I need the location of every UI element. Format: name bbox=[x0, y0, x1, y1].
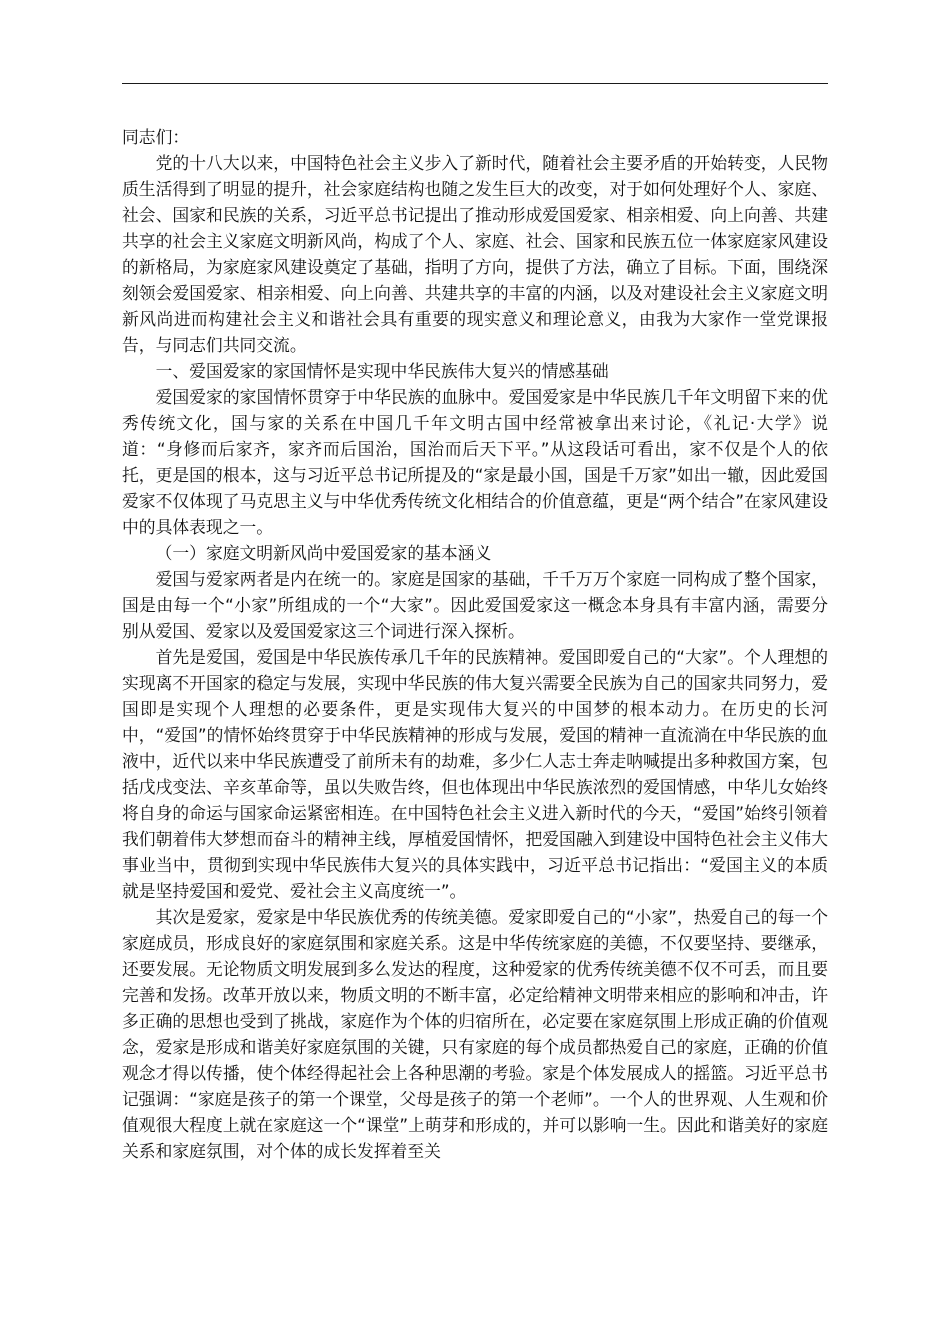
header-rule bbox=[122, 83, 828, 84]
paragraph-subsection-1: 爱国与爱家两者是内在统一的。家庭是国家的基础，千千万万个家庭一同构成了整个国家，国是由每一个“小家”所组成的一个“大家”。因此爱国爱家这一概念本身具有丰富内涵，需要分别从爱国、爱家以及爱国爱家这三个词进行深入探析。 bbox=[122, 569, 828, 641]
paragraph-love-family: 其次是爱家，爱家是中华民族优秀的传统美德。爱家即爱自己的“小家”，热爱自己的每一个家庭成员，形成良好的家庭氛围和家庭关系。这是中华传统家庭的美德，不仅要坚持、要继承，还要发展。无论物质文明发展到多么发达的程度，这种爱家的优秀传统美德不仅不可丢，而且要完善和发扬。改革开放以来，物质文明的不断丰富，必定给精神文明带来相应的影响和冲击，许多正确的思想也受到了挑战，家庭作为个体的归宿所在，必定要在家庭氛围上形成正确的价值观念，爱家是形成和谐美好家庭氛围的关键，只有家庭的每个成员都热爱自己的家庭，正确的价值观念才得以传播，使个体经得起社会上各种思潮的考验。家是个体发展成人的摇篮。习近平总书记强调：“家庭是孩子的第一个课堂，父母是孩子的第一个老师”。一个人的世界观、人生观和价值观很大程度上就在家庭这一个“课堂”上萌芽和形成的，并可以影响一生。因此和谐美好的家庭关系和家庭氛围，对个体的成长发挥着至关 bbox=[122, 907, 828, 1161]
subsection-heading-1: （一）家庭文明新风尚中爱国爱家的基本涵义 bbox=[155, 543, 492, 563]
paragraph-love-country: 首先是爱国，爱国是中华民族传承几千年的民族精神。爱国即爱自己的“大家”。个人理想的实现离不开国家的稳定与发展，实现中华民族的伟大复兴需要全民族为自己的国家共同努力，爱国即是实现个人理想的必要条件，更是实现伟大复兴的中国梦的根本动力。在历史的长河中，“爱国”的情怀始终贯穿于中华民族精神的形成与发展，爱国的精神一直流淌在中华民族的血液中，近代以来中华民族遭受了前所未有的劫难，多少仁人志士奔走呐喊提出多种救国方案，包括戊戌变法、辛亥革命等，虽以失败告终，但也体现出中华民族浓烈的爱国情感，中华儿女始终将自身的命运与国家命运紧密相连。在中国特色社会主义进入新时代的今天，“爱国”始终引领着我们朝着伟大梦想而奋斗的精神主线，厚植爱国情怀，把爱国融入到建设中国特色社会主义伟大事业当中，贯彻到实现中华民族伟大复兴的具体实践中，习近平总书记指出：“爱国主义的本质就是坚持爱国和爱党、爱社会主义高度统一”。 bbox=[122, 647, 828, 901]
salutation: 同志们： bbox=[122, 127, 190, 147]
document-body bbox=[122, 124, 828, 1164]
paragraph-section-1: 爱国爱家的家国情怀贯穿于中华民族的血脉中。爱国爱家是中华民族几千年文明留下来的优秀传统文化，国与家的关系在中国几千年文明古国中经常被拿出来讨论，《礼记·大学》说道：“身修而后家齐，家齐而后国治，国治而后天下平。”从这段话可看出，家不仅是个人的依托，更是国的根本，这与习近平总书记所提及的“家是最小国，国是千万家”如出一辙，因此爱国爱家不仅体现了马克思主义与中华优秀传统文化相结合的价值意蕴，更是“两个结合”在家风建设中的具体表现之一。 bbox=[122, 387, 828, 537]
paragraph-intro: 党的十八大以来，中国特色社会主义步入了新时代，随着社会主要矛盾的开始转变，人民物质生活得到了明显的提升，社会家庭结构也随之发生巨大的改变，对于如何处理好个人、家庭、社会、国家和民族的关系，习近平总书记提出了推动形成爱国爱家、相亲相爱、向上向善、共建共享的社会主义家庭文明新风尚，构成了个人、家庭、社会、国家和民族五位一体家庭家风建设的新格局，为家庭家风建设奠定了基础，指明了方向，提供了方法，确立了目标。下面，围绕深刻领会爱国爱家、相亲相爱、向上向善、共建共享的丰富的内涵，以及对建设社会主义家庭文明新风尚进而构建社会主义和谐社会具有重要的现实意义和理论意义，由我为大家作一堂党课报告，与同志们共同交流。 bbox=[122, 153, 828, 355]
section-heading-1: 一、爱国爱家的家国情怀是实现中华民族伟大复兴的情感基础 bbox=[155, 361, 609, 381]
